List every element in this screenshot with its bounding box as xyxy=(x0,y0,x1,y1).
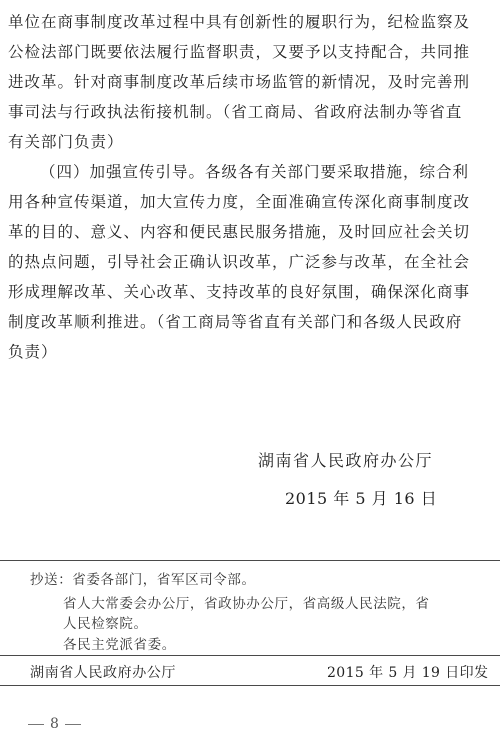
distribution-line3: 人民检察院。 xyxy=(63,616,148,632)
issuer-signature: 湖南省人民政府办公厅 xyxy=(258,451,434,470)
issue-date: 2015 年 5 月 16 日 xyxy=(285,489,438,508)
paragraph1-line2: 公检法部门既要依法履行监督职责，又要予以支持配合，共同推 xyxy=(8,43,471,61)
paragraph2-line7: 负责） xyxy=(8,343,58,361)
paragraph2-line2: 用各种宣传渠道，加大宣传力度，全面准确宣传深化商事制度改 xyxy=(8,193,471,211)
paragraph2-line4: 的热点问题，引导社会正确认识改革，广泛参与改革，在全社会 xyxy=(8,253,471,271)
footer-bottom-rule xyxy=(0,685,500,686)
page-number-value: 8 xyxy=(50,716,59,732)
paragraph2-line6: 制度改革顺利推进。（省工商局等省直有关部门和各级人民政府 xyxy=(8,313,463,331)
distribution-line2: 省人大常委会办公厅，省政协办公厅，省高级人民法院，省 xyxy=(63,596,430,612)
paragraph1-line5: 有关部门负责） xyxy=(8,133,124,151)
distribution-line4: 各民主党派省委。 xyxy=(63,637,176,653)
distribution-line1: 抄送：省委各部门，省军区司令部。 xyxy=(30,572,256,588)
distribution-bottom-rule xyxy=(0,655,500,656)
paragraph1-line1: 单位在商事制度改革过程中具有创新性的履职行为，纪检监察及 xyxy=(8,13,471,31)
page-number-dash-left xyxy=(28,724,44,725)
paragraph1-line3: 进改革。针对商事制度改革后续市场监管的新情况，及时完善刑 xyxy=(8,73,471,91)
page-number-dash-right xyxy=(65,724,81,725)
paragraph2-line3: 革的目的、意义、内容和便民惠民服务措施，及时回应社会关切 xyxy=(8,223,471,241)
footer-print-date: 2015 年 5 月 19 日印发 xyxy=(327,665,489,681)
paragraph2-line5: 形成理解改革、关心改革、支持改革的良好氛围，确保深化商事 xyxy=(8,283,471,301)
paragraph2-line1: （四）加强宣传引导。各级各有关部门要采取措施，综合利 xyxy=(40,163,470,181)
distribution-top-rule xyxy=(0,560,500,561)
footer-office: 湖南省人民政府办公厅 xyxy=(30,665,176,681)
paragraph1-line4: 事司法与行政执法衔接机制。（省工商局、省政府法制办等省直 xyxy=(8,103,463,121)
page-number xyxy=(22,716,87,732)
